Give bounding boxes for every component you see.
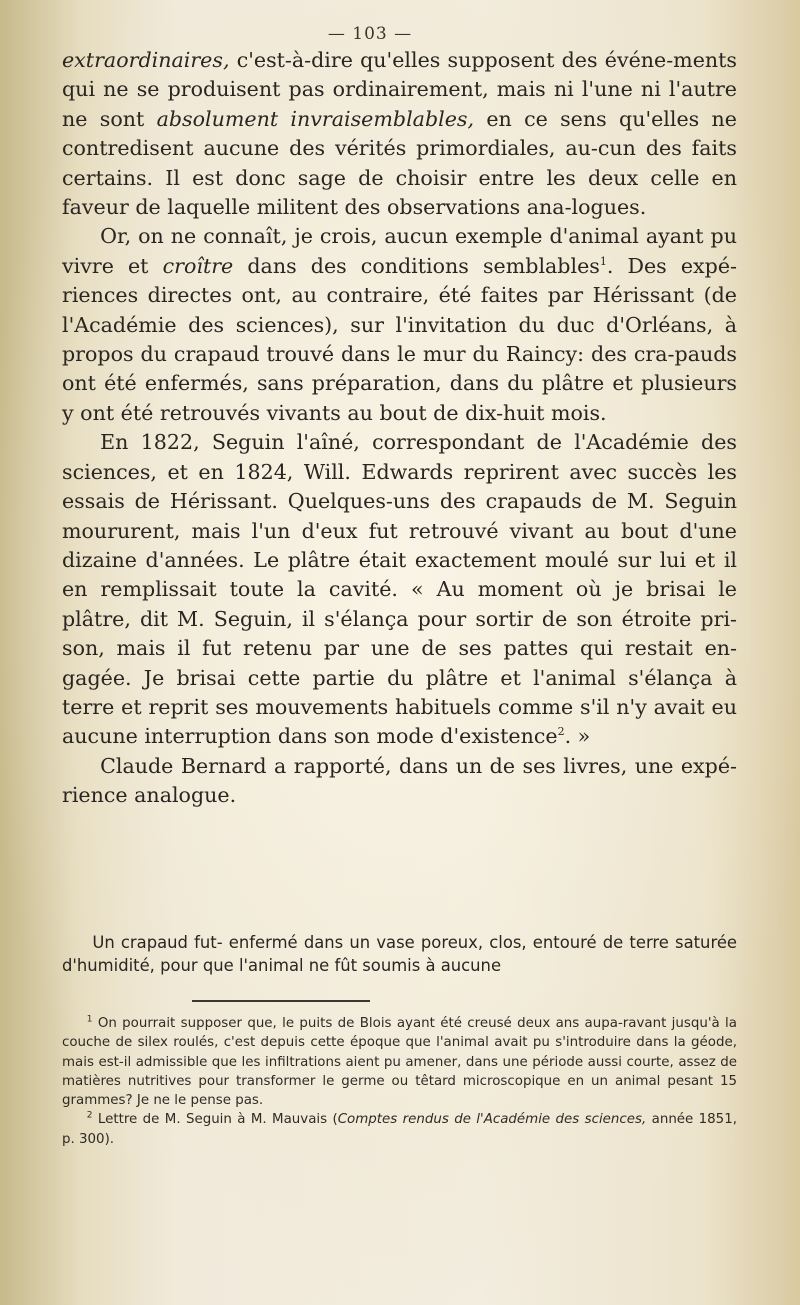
footnote-2: $^2$ Lettre de M. Seguin à M. Mauvais (Comptes rendus de l'Académie des sciences, année 1851, p. 300). xyxy=(62,1111,737,1147)
footnote-ref-2[interactable]: 2 xyxy=(557,725,565,739)
small-print-paragraph: Un crapaud fut- enfermé dans un vase poreux, clos, entouré de terre saturée d'humidité, pour que l'animal ne fût soumis à aucune xyxy=(62,933,737,975)
footnote-ref-1[interactable]: 1 xyxy=(599,254,607,268)
paragraph-1: extraordinaires, c'est-à-dire qu'elles supposent des événe-ments qui ne se produisent pas ordinairement, mais ni l'une ni l'autre ne sont absolument invraisemblables, en ce sens qu'elles ne contredisent aucune des vérités primordiales, au-cun des faits certains. Il est donc sage de choisir entre les deux celle en faveur de laquelle militent des observations ana-logues. xyxy=(62,48,737,220)
footnote-1: $^1$ On pourrait supposer que, le puits de Blois ayant été creusé deux ans aupa-ravant jusqu'à la couche de silex roulés, c'est depuis cette époque que l'animal avait pu s'introduire dans la géode, mais est-il admissible que les infiltrations aient pu amener, dans une période aussi courte, assez de matières nutritives pour transformer le germe ou têtard microscopique en un animal pesant 15 grammes? Je ne le pense pas. xyxy=(62,1014,737,1109)
paragraph-3: En 1822, Seguin l'aîné, correspondant de l'Académie des sciences, et en 1824, Will. Edwards reprirent avec succès les essais de Hérissant. Quelques-uns des crapauds de M. Seguin moururent, mais l'un d'eux fut retrouvé vivant au bout d'une dizaine d'années. Le plâtre était exactement moulé sur lui et il en remplissait toute la cavité. « Au moment où je brisai le plâtre, dit M. Seguin, il s'élança pour sortir de son étroite pri-son, mais il fut retenu par une de ses pattes qui restait en-gagée. Je brisai cette partie du plâtre et l'animal s'élança à terre et reprit ses mouvements habituels comme s'il n'y avait eu aucune interruption dans son mode d'existence$^2$. » xyxy=(62,430,737,749)
page-number: — 103 — xyxy=(327,24,413,44)
paragraph-2: Or, on ne connaît, je crois, aucun exemple d'animal ayant pu vivre et croître dans des conditions semblables$^1$. Des expé-riences directes ont, au contraire, été faites par Hérissant (de l'Académie des sciences), sur l'invitation du duc d'Orléans, à propos du crapaud trouvé dans le mur du Raincy: des cra-pauds ont été enfermés, sans préparation, dans du plâtre et plusieurs y ont été retrouvés vivants au bout de dix-huit mois. xyxy=(62,224,737,425)
footnote-divider xyxy=(192,1000,370,1002)
emphasis-text: absolument invraisemblables, xyxy=(156,106,475,131)
paragraph-4: Claude Bernard a rapporté, dans un de ses livres, une expé-rience analogue. xyxy=(62,753,737,808)
footnotes xyxy=(62,1014,737,1149)
emphasis-text: extraordinaires, xyxy=(62,48,230,72)
citation-title: Comptes rendus de l'Académie des sciences, xyxy=(337,1112,647,1128)
emphasis-text: croître xyxy=(162,253,234,278)
main-text xyxy=(62,46,737,811)
